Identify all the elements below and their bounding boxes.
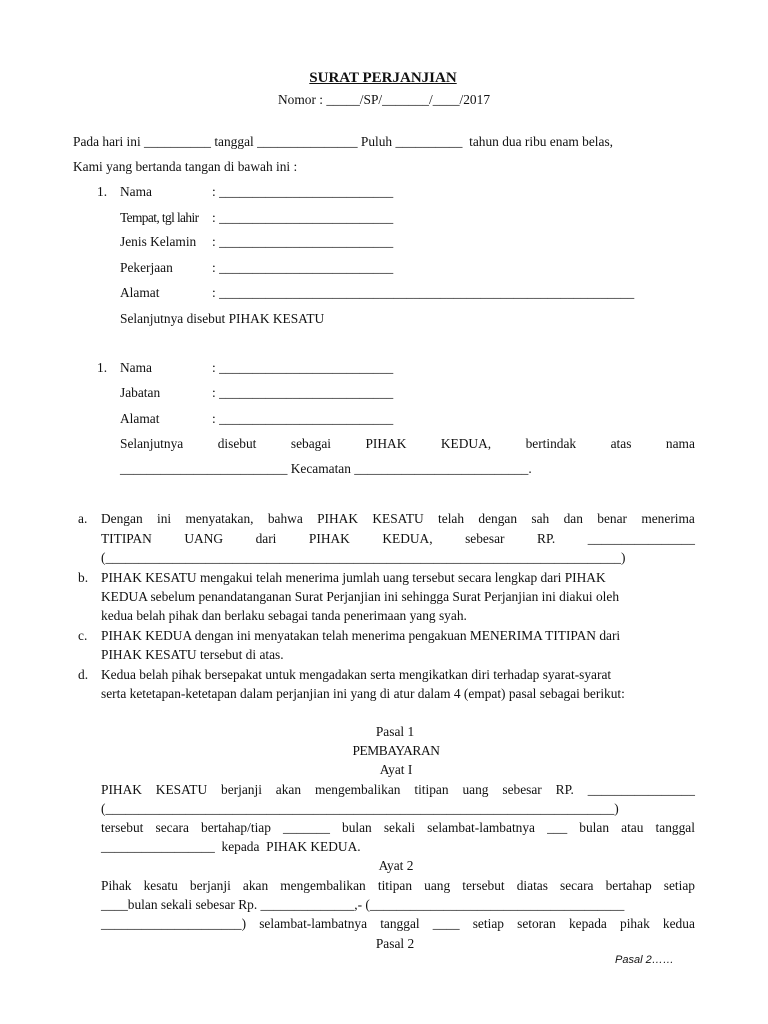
word: pihak [620,916,650,931]
word: sekali [383,820,416,835]
clause-b-line-1: PIHAK KESATU mengakui telah menerima jumlah uang tersebut secara lengkap dari PIHAK [101,570,606,585]
ayat2-line-1 [101,878,695,894]
party1-closing: Selanjutnya disebut PIHAK KESATU [120,311,325,326]
word: Pihak [101,878,132,893]
word: ini [156,511,172,526]
word: secara [560,878,594,893]
ayat1-line-2: (____________________________________________________________________________) [101,801,619,816]
word: akan [275,782,302,797]
word: KESATU [372,511,424,526]
word: bertindak [525,436,577,451]
ayat1-line-4: _________________ kepada PIHAK KEDUA. [101,839,361,854]
word: mengembalikan [280,878,366,893]
clause-b-line-3: kedua belah pihak dan berlaku sebagai tanda penerimaan yang syah. [101,608,467,623]
clause-a-marker: a. [78,511,88,526]
party2-position-field[interactable]: : __________________________ [212,385,394,400]
clause-d-marker: d. [78,667,89,682]
party1-birth-label: Tempat, tgl lahir [120,210,199,225]
word: PIHAK [101,782,142,797]
clause-c-marker: c. [78,628,88,643]
opening-line-2: Kami yang bertanda tangan di bawah ini : [73,159,298,174]
party1-gender-label: Jenis Kelamin [120,234,197,249]
party1-gender-field[interactable]: : __________________________ [212,234,394,249]
party2-closing-line-2: _________________________ Kecamatan __________________________. [120,461,532,476]
opening-line-1: Pada hari ini __________ tanggal _______________ Puluh __________ tahun dua ribu enam belas, [73,134,614,149]
word: kedua [662,916,695,931]
clause-d-line-2: serta ketetapan-ketetapan dalam perjanjian ini yang di atur dalam 4 (empat) pasal sebagai berikut: [101,686,625,701]
word: dengan [478,511,518,526]
word: RP. [537,531,556,546]
word: sebesar [465,531,505,546]
pasal1-subtitle: PEMBAYARAN [352,743,440,758]
word: tersebut [101,820,144,835]
word: PIHAK [317,511,359,526]
word: setoran [517,916,556,931]
party1-name-field[interactable]: : __________________________ [212,184,394,199]
word: berjanji [189,878,231,893]
word: disebut [217,436,257,451]
word: tanggal [655,820,695,835]
party1-address-label: Alamat [120,285,160,300]
word: uang [424,878,451,893]
word: secara [155,820,189,835]
ayat2-heading: Ayat 2 [378,858,414,873]
word: RP. [555,782,574,797]
pasal1-heading: Pasal 1 [375,724,415,739]
word: KESATU [155,782,208,797]
word: kepada [568,916,607,931]
word: ____ [432,916,460,931]
word: _______ [283,820,330,835]
word: ________________ [587,782,695,797]
word: bertahap/tiap [201,820,271,835]
word: mengembalikan [314,782,401,797]
party1-birth-field[interactable]: : __________________________ [212,210,394,225]
word: diatas [516,878,548,893]
word: atau [621,820,644,835]
word: sah [531,511,550,526]
word: KEDUA, [382,531,433,546]
clause-b-marker: b. [78,570,89,585]
clause-a-line-3: (_____________________________________________________________________________) [101,550,626,565]
word: sebagai [290,436,332,451]
ayat1-heading: Ayat I [379,762,413,777]
word: bulan [342,820,372,835]
document-number: Nomor : _____/SP/_______/____/2017 [277,92,491,107]
word: UANG [184,531,224,546]
word: nama [665,436,695,451]
word: TITIPAN [101,531,152,546]
party2-name-label: Nama [120,360,152,375]
word: tersebut [462,878,505,893]
clause-b-line-2: KEDUA sebelum penandatanganan Surat Perjanjian ini sehingga Surat Perjanjian ini diakui oleh [101,589,620,604]
word: tanggal [380,916,420,931]
word: titipan [414,782,449,797]
word: selambat-lambatnya [427,820,535,835]
page-footer-continuation: Pasal 2…… [615,954,674,966]
word: telah [438,511,465,526]
word: bertahap [605,878,652,893]
clause-c-line-1: PIHAK KEDUA dengan ini menyatakan telah menerima pengakuan MENERIMA TITIPAN dari [101,628,621,643]
party1-job-field[interactable]: : __________________________ [212,260,394,275]
word: uang [462,782,489,797]
word: PIHAK [365,436,407,451]
word: berjanji [221,782,262,797]
word: _____________________) [101,916,247,931]
word: menyatakan, [185,511,254,526]
word: setiap [472,916,504,931]
clause-c-line-2: PIHAK KESATU tersebut di atas. [101,647,284,662]
ayat2-line-3 [101,916,695,932]
ayat1-line-3 [101,820,695,836]
word: titipan [377,878,413,893]
word: menerima [641,511,695,526]
party2-position-label: Jabatan [120,385,161,400]
clause-a-line-1 [101,511,695,527]
word: dan [563,511,583,526]
word: atas [610,436,632,451]
party1-number: 1. [97,184,108,199]
party1-name-label: Nama [120,184,152,199]
word: Dengan [101,511,143,526]
word: kesatu [143,878,178,893]
ayat1-line-1 [101,782,695,798]
word: ________________ [587,531,695,546]
party2-address-label: Alamat [120,411,160,426]
ayat2-line-2: ____bulan sekali sebesar Rp. ______________,- (______________________________________ [101,897,625,912]
clause-a-line-2 [101,531,695,547]
word: PIHAK [308,531,350,546]
word: KEDUA, [440,436,492,451]
word: Selanjutnya [120,436,184,451]
word: setiap [663,878,695,893]
word: dari [255,531,277,546]
party1-address-field[interactable]: : ______________________________________________________________ [212,285,635,300]
clause-d-line-1: Kedua belah pihak bersepakat untuk mengadakan serta mengikatkan diri terhadap syarat-syarat [101,667,612,682]
party2-closing-line [120,436,695,452]
word: sebesar [502,782,542,797]
word: ___ [547,820,568,835]
party2-address-field[interactable]: : __________________________ [212,411,394,426]
party2-number: 1. [97,360,108,375]
word: bahwa [267,511,303,526]
party1-job-label: Pekerjaan [120,260,173,275]
word: akan [242,878,269,893]
word: benar [597,511,627,526]
party2-name-field[interactable]: : __________________________ [212,360,394,375]
pasal2-heading: Pasal 2 [375,936,415,951]
word: selambat-lambatnya [259,916,368,931]
document-title: SURAT PERJANJIAN [309,70,457,86]
word: bulan [579,820,610,835]
